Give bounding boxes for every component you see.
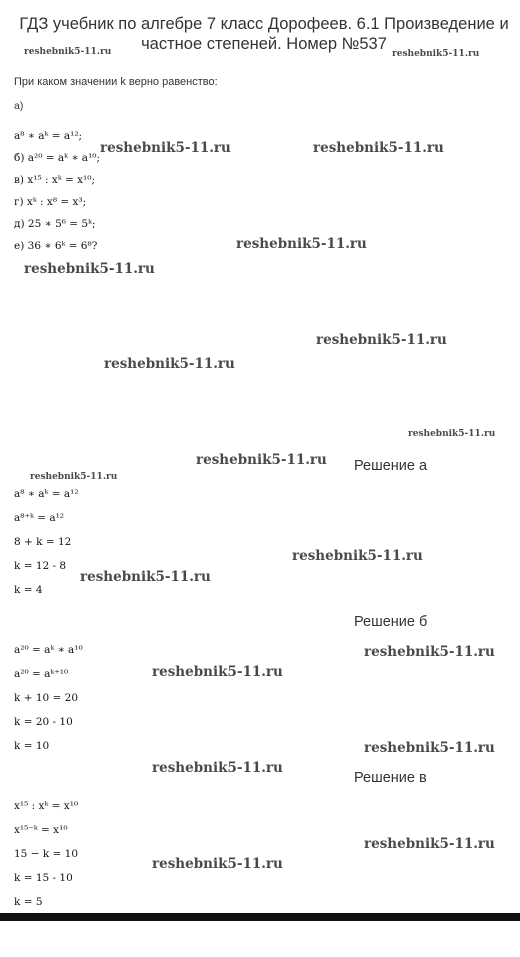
solution-line: a²⁰ = aᵏ ∗ a¹⁰ xyxy=(14,644,83,656)
watermark: reshebnik5-11.ru xyxy=(392,49,480,59)
watermark: reshebnik5-11.ru xyxy=(104,356,235,372)
watermark: reshebnik5-11.ru xyxy=(100,140,231,156)
solution-line: k = 15 - 10 xyxy=(14,872,73,884)
watermark: reshebnik5-11.ru xyxy=(364,644,495,660)
solution-line: a⁸ ∗ aᵏ = a¹² xyxy=(14,488,79,500)
watermark: reshebnik5-11.ru xyxy=(30,472,118,482)
question-text: При каком значении k верно равенство: xyxy=(14,76,218,88)
solution-line: 15 − k = 10 xyxy=(14,848,79,860)
solution-line: k + 10 = 20 xyxy=(14,692,79,704)
solution-heading: Решение б xyxy=(354,614,428,630)
solution-line: k = 5 xyxy=(14,896,43,908)
solution-line: k = 4 xyxy=(14,584,43,596)
watermark: reshebnik5-11.ru xyxy=(364,836,495,852)
page-title: ГДЗ учебник по алгебре 7 класс Дорофеев. 6.1 Произведение и частное степеней. Номер №537 xyxy=(19,15,509,53)
watermark: reshebnik5-11.ru xyxy=(313,140,444,156)
watermark: reshebnik5-11.ru xyxy=(292,548,423,564)
solution-line: x¹⁵ : xᵏ = x¹⁰ xyxy=(14,800,79,812)
task-line: г) xᵏ : x⁸ = x³; xyxy=(14,196,87,208)
bottom-bar xyxy=(0,913,520,957)
task-line: в) x¹⁵ : xᵏ = x¹⁰; xyxy=(14,174,96,186)
watermark: reshebnik5-11.ru xyxy=(196,452,327,468)
solution-heading: Решение в xyxy=(354,770,427,786)
solution-line: x¹⁵⁻ᵏ = x¹⁰ xyxy=(14,824,68,836)
solution-line: 8 + k = 12 xyxy=(14,536,72,548)
solution-heading: Решение а xyxy=(354,458,428,474)
solution-line: k = 12 - 8 xyxy=(14,560,67,572)
watermark: reshebnik5-11.ru xyxy=(80,569,211,585)
watermark: reshebnik5-11.ru xyxy=(152,760,283,776)
divider xyxy=(0,913,520,921)
task-line: б) a²⁰ = aᵏ ∗ a¹⁰; xyxy=(14,152,101,164)
task-line: а) xyxy=(14,100,24,112)
watermark: reshebnik5-11.ru xyxy=(24,47,112,57)
watermark: reshebnik5-11.ru xyxy=(152,664,283,680)
solution-line: k = 20 - 10 xyxy=(14,716,73,728)
solution-line: k = 10 xyxy=(14,740,50,752)
task-line: a⁸ ∗ aᵏ = a¹²; xyxy=(14,130,83,142)
task-line: е) 36 ∗ 6ᵏ = 6⁸? xyxy=(14,240,98,252)
watermark: reshebnik5-11.ru xyxy=(24,261,155,277)
watermark: reshebnik5-11.ru xyxy=(152,856,283,872)
solution-line: a⁸⁺ᵏ = a¹² xyxy=(14,512,64,524)
task-line: д) 25 ∗ 5⁶ = 5ᵏ; xyxy=(14,218,96,230)
watermark: reshebnik5-11.ru xyxy=(408,429,496,439)
solution-line: a²⁰ = aᵏ⁺¹⁰ xyxy=(14,668,69,680)
watermark: reshebnik5-11.ru xyxy=(316,332,447,348)
watermark: reshebnik5-11.ru xyxy=(236,236,367,252)
watermark: reshebnik5-11.ru xyxy=(364,740,495,756)
